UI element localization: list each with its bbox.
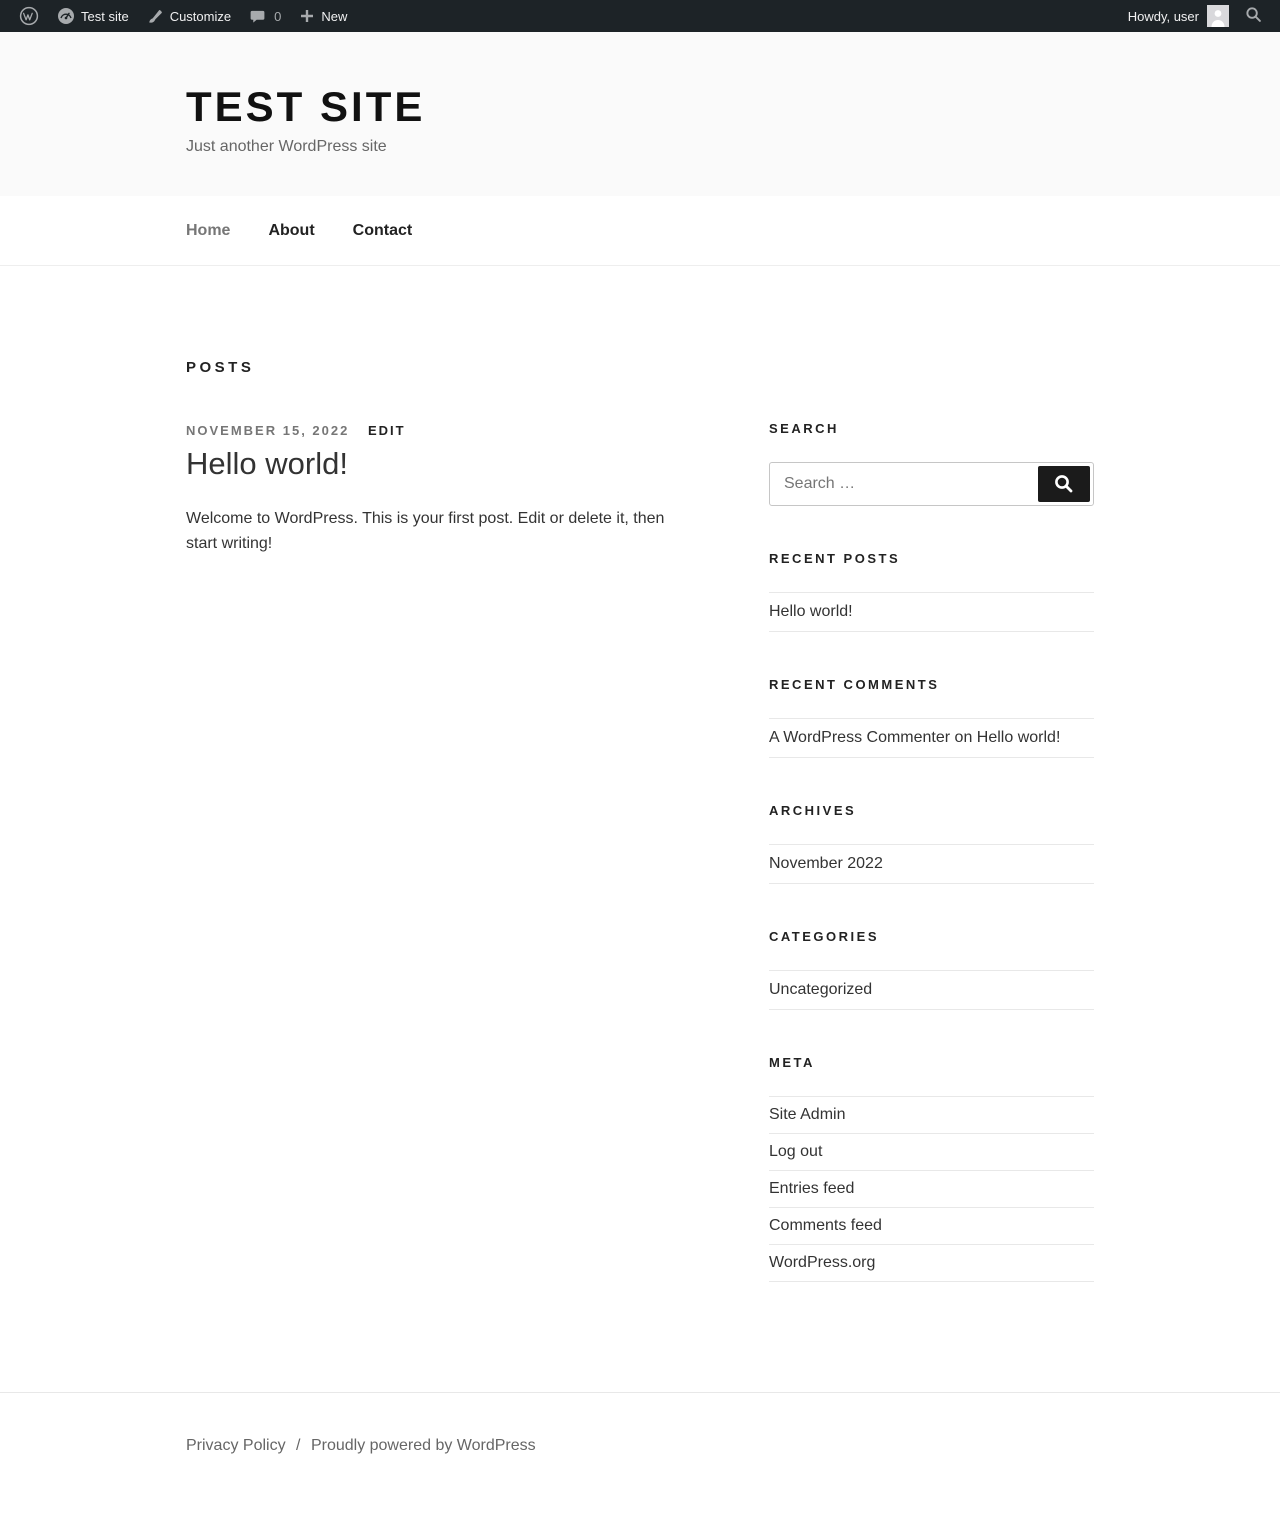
howdy-label: Howdy, user [1127, 8, 1199, 24]
categories-title: CATEGORIES [769, 929, 879, 945]
search-input[interactable] [770, 475, 1035, 493]
recent-post-link[interactable]: Hello world! [769, 603, 853, 621]
list-item [769, 1208, 1094, 1245]
entry-body: Welcome to WordPress. This is your first post. Edit or delete it, then start writing! [186, 509, 665, 552]
categories-widget [769, 929, 1094, 1010]
meta-link-comments-feed[interactable]: Comments feed [769, 1217, 882, 1235]
new-content-menu[interactable] [290, 0, 356, 32]
sidebar [769, 359, 1094, 1282]
site-name-menu[interactable] [48, 0, 138, 32]
nav-item-about [268, 222, 314, 240]
comment-author-link[interactable]: A WordPress Commenter [769, 729, 951, 747]
user-avatar [1207, 5, 1229, 27]
list-item [769, 1171, 1094, 1208]
new-label: New [321, 8, 348, 24]
comments-count: 0 [274, 8, 282, 24]
plus-icon [299, 8, 315, 24]
nav-link-contact[interactable]: Contact [352, 221, 413, 239]
list-item [769, 719, 1094, 758]
customize-label: Customize [169, 8, 232, 24]
search-submit-button[interactable] [1038, 466, 1090, 502]
entry-meta [186, 423, 683, 438]
customize-menu[interactable] [138, 0, 240, 32]
archives-widget [769, 803, 1094, 884]
comments-menu[interactable] [240, 0, 290, 32]
post-article [186, 423, 683, 556]
meta-link-wordpress-org[interactable]: WordPress.org [769, 1254, 876, 1272]
comment-bubble-icon [249, 8, 266, 25]
admin-bar-right [1120, 0, 1270, 32]
site-tagline: Just another WordPress site [186, 138, 387, 156]
nav-link-about[interactable]: About [268, 221, 315, 239]
search-widget [769, 421, 1094, 506]
search-widget-title: SEARCH [769, 421, 839, 437]
site-name-label: Test site [81, 8, 129, 24]
primary-navigation [0, 196, 1280, 266]
recent-posts-widget [769, 551, 1094, 632]
list-item [769, 1134, 1094, 1171]
list-item [769, 1245, 1094, 1282]
comment-connector: on [954, 729, 973, 747]
list-item [769, 593, 1094, 632]
search-icon [1053, 473, 1075, 495]
dashboard-gauge-icon [57, 7, 75, 25]
wordpress-logo-icon [19, 6, 39, 26]
list-item [769, 845, 1094, 884]
site-header [0, 32, 1280, 196]
site-footer [0, 1392, 1280, 1513]
search-icon [1245, 6, 1262, 26]
wp-logo-menu[interactable] [10, 0, 48, 32]
meta-link-site-admin[interactable]: Site Admin [769, 1106, 846, 1124]
powered-by-link[interactable]: Proudly powered by WordPress [310, 1437, 536, 1455]
recent-comments-title: RECENT COMMENTS [769, 677, 940, 693]
admin-search-button[interactable] [1237, 0, 1270, 32]
main-column [186, 359, 683, 1282]
comment-post-link[interactable]: Hello world! [976, 729, 1061, 747]
recent-comments-widget [769, 677, 1094, 758]
entry-date: NOVEMBER 15, 2022 [186, 423, 350, 439]
nav-item-contact [353, 222, 413, 240]
my-account-menu[interactable] [1120, 5, 1237, 27]
meta-link-log-out[interactable]: Log out [769, 1143, 823, 1161]
list-item [769, 971, 1094, 1010]
nav-item-home [186, 222, 230, 240]
meta-title: META [769, 1055, 815, 1071]
list-item [769, 1097, 1094, 1134]
footer-separator: / [296, 1437, 301, 1455]
nav-link-home[interactable]: Home [186, 221, 231, 239]
edit-post-link[interactable]: EDIT [367, 423, 406, 439]
archives-title: ARCHIVES [769, 803, 857, 819]
admin-bar-left [10, 0, 356, 32]
entry-title-link[interactable]: Hello world! [186, 446, 348, 482]
page-title: POSTS [186, 359, 255, 377]
admin-bar [0, 0, 1280, 32]
site-title: TEST SITE [186, 83, 426, 130]
recent-posts-title: RECENT POSTS [769, 551, 901, 567]
privacy-policy-link[interactable]: Privacy Policy [186, 1437, 286, 1455]
meta-widget [769, 1055, 1094, 1282]
paintbrush-icon [147, 8, 164, 25]
category-link[interactable]: Uncategorized [769, 981, 873, 999]
site-content [186, 266, 1094, 1392]
search-form [769, 462, 1094, 506]
meta-link-entries-feed[interactable]: Entries feed [769, 1180, 855, 1198]
entry-title [186, 446, 683, 482]
archive-link[interactable]: November 2022 [769, 855, 883, 873]
